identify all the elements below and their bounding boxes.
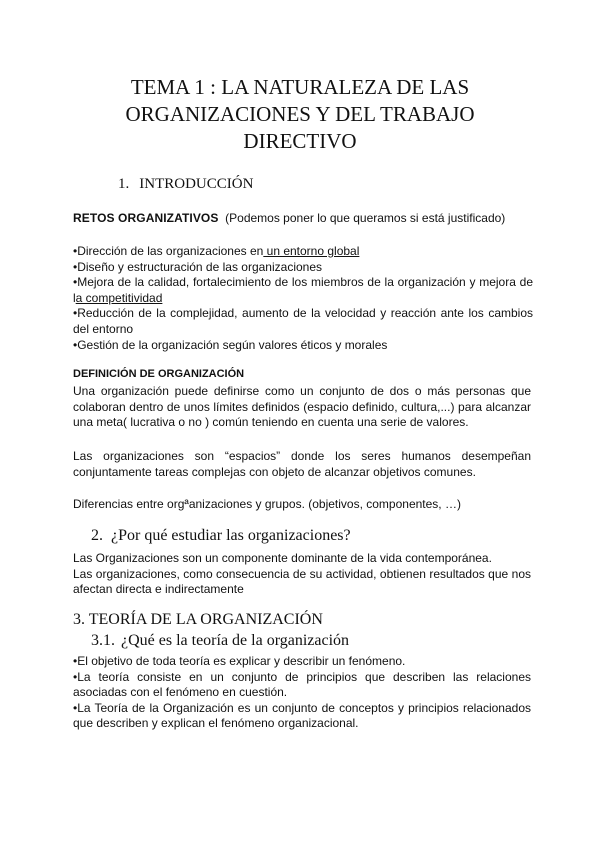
title-line-3: DIRECTIVO	[243, 129, 357, 153]
section-2-body	[73, 551, 531, 598]
section-3-1-heading	[91, 632, 349, 650]
retos-bullet: •Diseño y estructuración de las organizaciones	[73, 259, 322, 274]
definicion-paragraph-1: Una organización puede definirse como un conjunto de dos o más personas que colaboran dentro de unos límites definidos (espacio definido, cultura,...) para alcanzar una meta( lucrativa o no ) común teniendo en cuenta una serie de valores.	[73, 384, 531, 430]
section-3-heading: 3. TEORÍA DE LA ORGANIZACIÓN	[73, 611, 323, 628]
retos-bullet: •Dirección de las organizaciones en un entorno global	[73, 244, 360, 258]
retos-bullet-list	[73, 244, 533, 353]
document-title	[60, 74, 540, 155]
retos-bullet: •Gestión de la organización según valores éticos y morales	[73, 337, 388, 352]
section-1-title: INTRODUCCIÓN	[139, 176, 254, 192]
section-2-paragraph-2: Las organizaciones, como consecuencia de su actividad, obtienen resultados que nos afectan directa e indirectamente	[73, 566, 531, 597]
retos-bullet: •Reducción de la complejidad, aumento de la velocidad y reacción ante los cambios del entorno	[73, 306, 533, 336]
section-1-number: 1.	[118, 176, 130, 192]
section-3-bullet: •La teoría consiste en un conjunto de principios que describen las relaciones asociadas con el fenómeno en cuestión.	[73, 669, 531, 700]
section-3-bullet: •El objetivo de toda teoría es explicar y describir un fenómeno.	[73, 654, 406, 668]
section-2-paragraph-1: Las Organizaciones son un componente dominante de la vida contemporánea.	[73, 551, 492, 565]
section-2-number: 2.	[91, 527, 103, 544]
retos-line	[73, 211, 505, 225]
section-2-title: ¿Por qué estudiar las organizaciones?	[111, 527, 351, 544]
underlined-text: a competitividad	[75, 290, 163, 305]
section-1-heading	[118, 176, 253, 193]
section-3-bullet-list	[73, 654, 531, 732]
definicion-heading: DEFINICIÓN DE ORGANIZACIÓN	[73, 368, 245, 380]
retos-note: (Podemos poner lo que queramos si está justificado)	[225, 211, 506, 225]
section-3-bullet: •La Teoría de la Organización es un conjunto de conceptos y principios relacionados que describen y explican el fenómeno organizacional.	[73, 700, 531, 731]
definicion-paragraph-2: Las organizaciones son “espacios” donde los seres humanos desempeñan conjuntamente tareas complejas con objeto de alcanzar objetivos comunes.	[73, 449, 531, 479]
retos-label: RETOS ORGANIZATIVOS	[73, 211, 219, 225]
section-3-1-title: ¿Qué es la teoría de la organización	[121, 632, 350, 649]
underlined-text: un entorno global	[263, 244, 360, 258]
retos-bullet: •Mejora de la calidad, fortalecimiento de los miembros de la organización y mejora de la competitividad	[73, 275, 533, 305]
title-line-2: ORGANIZACIONES Y DEL TRABAJO	[125, 102, 475, 126]
definicion-paragraph-3: Diferencias entre orgªanizaciones y grupos. (objetivos, componentes, …)	[73, 497, 461, 511]
title-line-1: TEMA 1 : LA NATURALEZA DE LAS	[130, 75, 470, 99]
section-2-heading	[91, 527, 351, 545]
section-3-1-number: 3.1.	[91, 632, 115, 649]
